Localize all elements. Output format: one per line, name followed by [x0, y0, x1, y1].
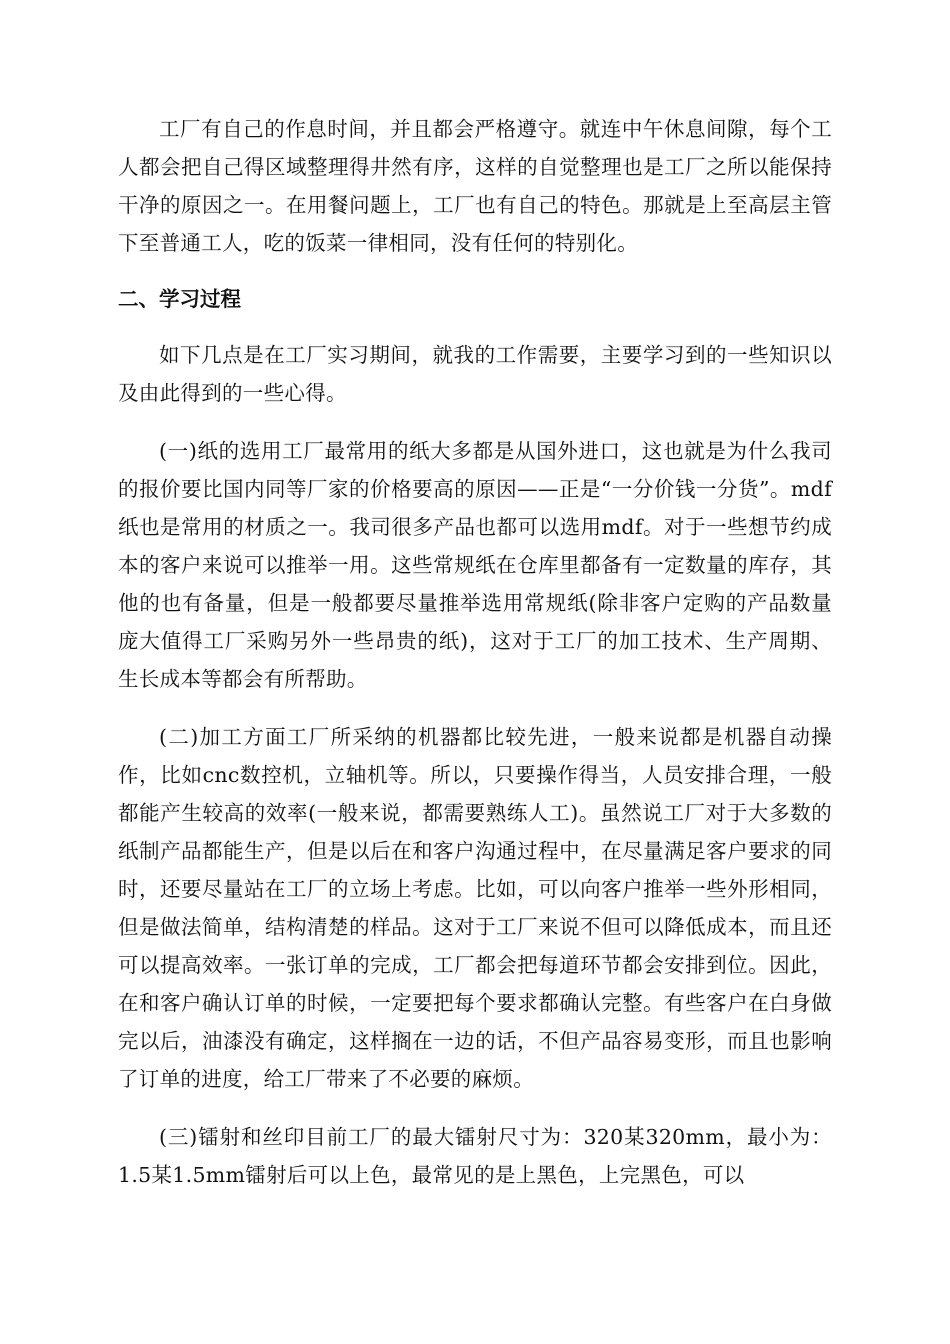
document-page	[118, 110, 832, 1194]
section-heading-learning-process: 二、学习过程	[118, 287, 241, 311]
paragraph-paper-selection: (一)纸的选用工厂最常用的纸大多都是从国外进口，这也就是为什么我司的报价要比国内同等厂家的价格要高的原因——正是“一分价钱一分货”。mdf纸也是常用的材质之一。我司很多产品也都可以选用mdf。对于一些想节约成本的客户来说可以推举一用。这些常规纸在仓库里都备有一定数量的库存，其他的也有备量，但是一般都要尽量推举选用常规纸(除非客户定购的产品数量庞大值得工厂采购另外一些昂贵的纸)，这对于工厂的加工技术、生产周期、生长成本等都会有所帮助。	[118, 439, 832, 691]
paragraph-intro-points: 如下几点是在工厂实习期间，就我的工作需要，主要学习到的一些知识以及由此得到的一些心得。	[118, 343, 832, 405]
paragraph-laser-printing: (三)镭射和丝印目前工厂的最大镭射尺寸为：320某320mm，最小为：1.5某1.5mm镭射后可以上色，最常见的是上黑色，上完黑色，可以	[118, 1125, 832, 1187]
paragraph-work-schedule: 工厂有自己的作息时间，并且都会严格遵守。就连中午休息间隙，每个工人都会把自己得区域整理得井然有序，这样的自觉整理也是工厂之所以能保持干净的原因之一。在用餐问题上，工厂也有自己的特色。那就是上至高层主管下至普通工人，吃的饭菜一律相同，没有任何的特别化。	[118, 117, 832, 255]
paragraph-processing: (二)加工方面工厂所采纳的机器都比较先进，一般来说都是机器自动操作，比如cnc数控机，立轴机等。所以，只要操作得当，人员安排合理，一般都能产生较高的效率(一般来说，都需要熟练人工)。虽然说工厂对于大多数的纸制产品都能生产，但是以后在和客户沟通过程中，在尽量满足客户要求的同时，还要尽量站在工厂的立场上考虑。比如，可以向客户推举一些外形相同，但是做法简单，结构清楚的样品。这对于工厂来说不但可以降低成本，而且还可以提高效率。一张订单的完成，工厂都会把每道环节都会安排到位。因此，在和客户确认订单的时候，一定要把每个要求都确认完整。有些客户在白身做完以后，油漆没有确定，这样搁在一边的话，不但产品容易变形，而且也影响了订单的进度，给工厂带来了不必要的麻烦。	[118, 725, 832, 1091]
